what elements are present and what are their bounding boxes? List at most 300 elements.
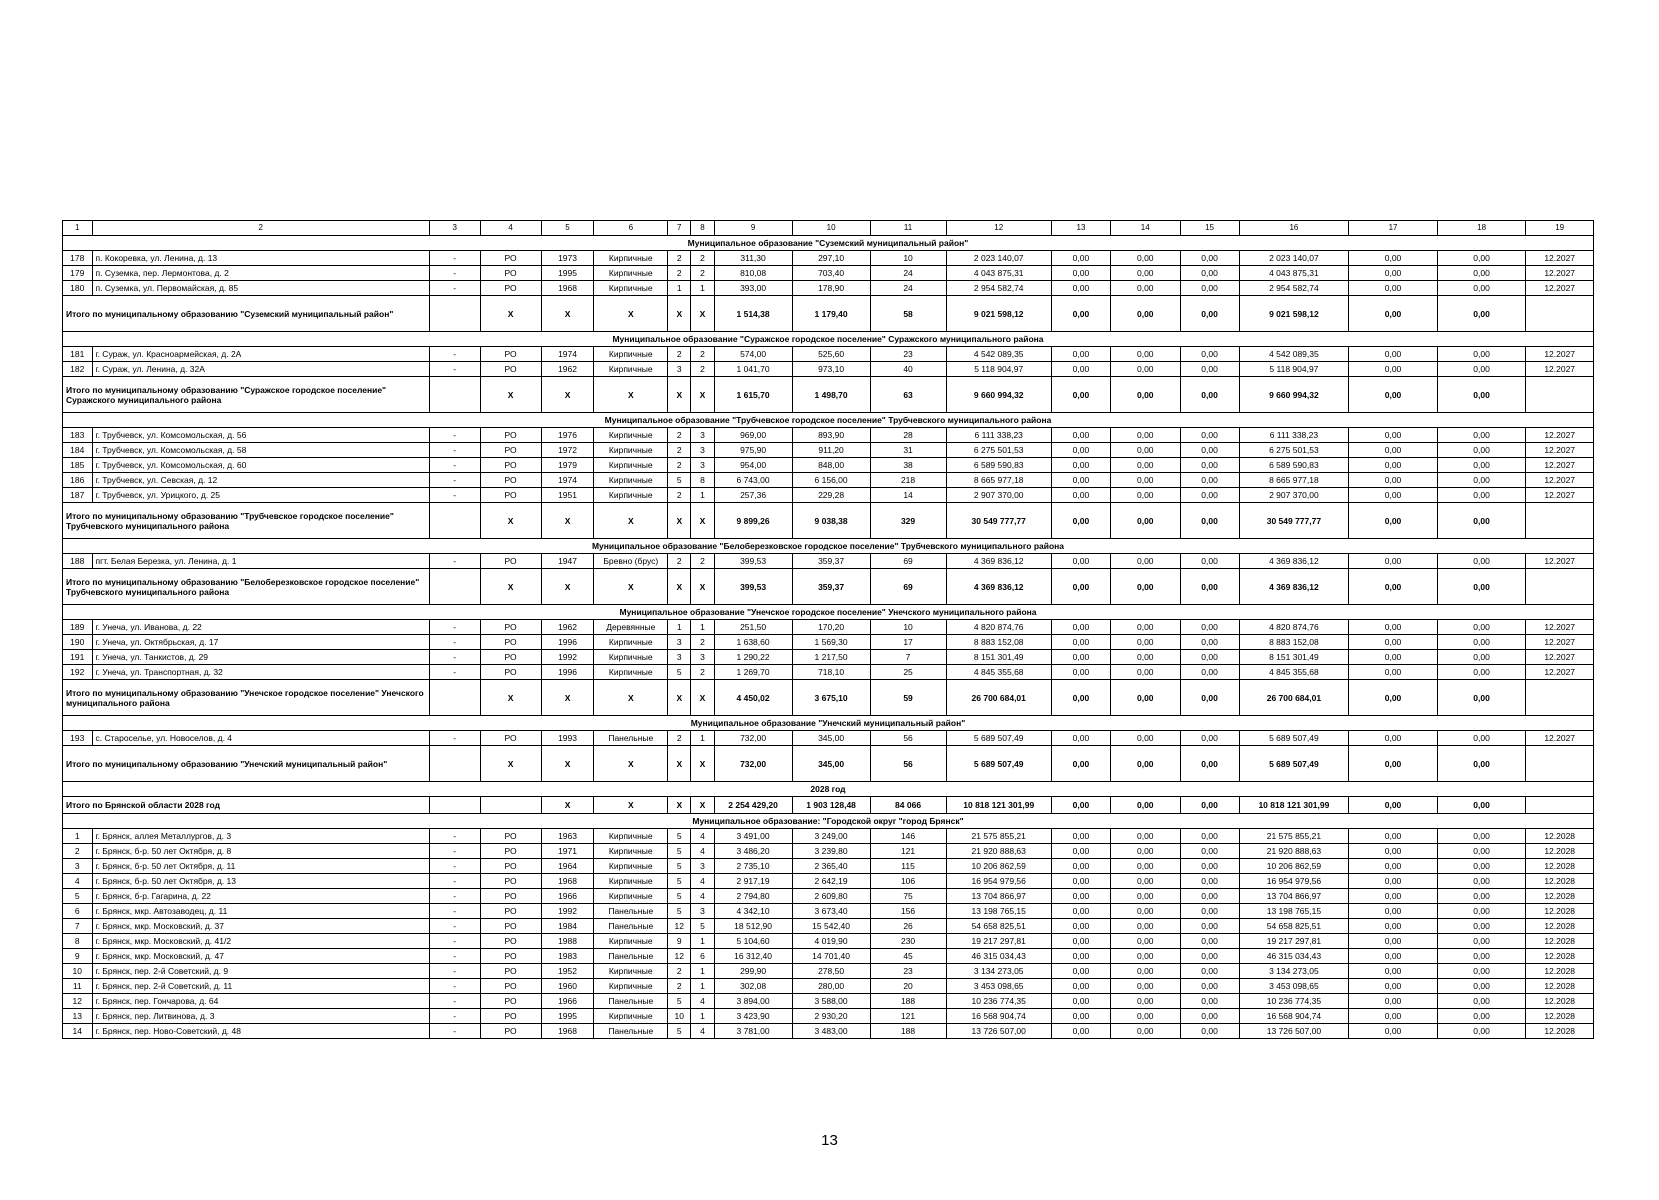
- table-cell: 0,00: [1110, 428, 1180, 443]
- column-number-cell: 10: [792, 221, 870, 236]
- table-cell: 13 726 507,00: [1239, 1024, 1349, 1039]
- table-cell: 4: [691, 829, 714, 844]
- region-total-cell: 2 254 429,20: [714, 797, 792, 814]
- table-cell: 6 589 590,83: [946, 458, 1051, 473]
- table-cell: 5 118 904,97: [946, 362, 1051, 377]
- table-row: [63, 443, 1594, 458]
- municipality-total-cell: X: [541, 569, 594, 605]
- municipality-total-cell: X: [541, 296, 594, 332]
- municipality-total-cell: [1526, 296, 1594, 332]
- address-cell: г. Унеча, ул. Октябрьская, д. 17: [92, 635, 429, 650]
- column-number-cell: 16: [1239, 221, 1349, 236]
- table-cell: Кирпичные: [594, 281, 668, 296]
- table-cell: 0,00: [1437, 347, 1526, 362]
- table-cell: 182: [63, 362, 93, 377]
- table-cell: 0,00: [1437, 650, 1526, 665]
- table-cell: 5: [63, 889, 93, 904]
- table-cell: 0,00: [1437, 919, 1526, 934]
- municipality-total-cell: X: [541, 503, 594, 539]
- table-cell: 69: [870, 554, 946, 569]
- column-number-cell: 3: [429, 221, 480, 236]
- municipality-total-cell: X: [594, 680, 668, 716]
- table-cell: 12.2028: [1526, 874, 1594, 889]
- table-cell: РО: [480, 488, 541, 503]
- table-cell: 251,50: [714, 620, 792, 635]
- table-cell: 0,00: [1349, 554, 1438, 569]
- table-cell: 12.2028: [1526, 904, 1594, 919]
- table-cell: 1: [691, 488, 714, 503]
- municipality-total-cell: X: [594, 746, 668, 782]
- table-cell: 1993: [541, 731, 594, 746]
- table-cell: РО: [480, 1024, 541, 1039]
- table-cell: Кирпичные: [594, 844, 668, 859]
- table-cell: 1: [691, 964, 714, 979]
- table-cell: Кирпичные: [594, 251, 668, 266]
- table-cell: 0,00: [1349, 635, 1438, 650]
- table-cell: 0,00: [1051, 665, 1110, 680]
- table-cell: 0,00: [1051, 443, 1110, 458]
- table-cell: 311,30: [714, 251, 792, 266]
- municipality-total-cell: X: [668, 746, 691, 782]
- table-cell: 1: [691, 731, 714, 746]
- table-cell: 5: [668, 1024, 691, 1039]
- municipality-total-row: [63, 296, 1594, 332]
- table-cell: 1 638,60: [714, 635, 792, 650]
- municipality-total-cell: 0,00: [1051, 377, 1110, 413]
- table-cell: 0,00: [1110, 874, 1180, 889]
- municipality-total-cell: X: [480, 746, 541, 782]
- table-cell: -: [429, 650, 480, 665]
- region-total-cell: 0,00: [1110, 797, 1180, 814]
- table-cell: 0,00: [1349, 994, 1438, 1009]
- table-cell: 19 217 297,81: [1239, 934, 1349, 949]
- column-number-cell: 15: [1180, 221, 1239, 236]
- column-number-cell: 13: [1051, 221, 1110, 236]
- table-cell: 0,00: [1180, 859, 1239, 874]
- municipality-total-cell: X: [541, 377, 594, 413]
- table-cell: 0,00: [1437, 844, 1526, 859]
- municipality-heading-row: [63, 332, 1594, 347]
- table-row: [63, 347, 1594, 362]
- table-cell: 4 845 355,68: [1239, 665, 1349, 680]
- table-cell: 121: [870, 1009, 946, 1024]
- municipality-total-label: Итого по муниципальному образованию "Унечский муниципальный район": [63, 746, 430, 782]
- table-cell: РО: [480, 281, 541, 296]
- table-cell: 12.2027: [1526, 635, 1594, 650]
- table-cell: 1 269,70: [714, 665, 792, 680]
- municipality-total-cell: 0,00: [1110, 569, 1180, 605]
- address-cell: г. Брянск, пер. Ново-Советский, д. 48: [92, 1024, 429, 1039]
- table-cell: Панельные: [594, 919, 668, 934]
- table-cell: 8 883 152,08: [946, 635, 1051, 650]
- table-cell: 2: [668, 347, 691, 362]
- address-cell: г. Брянск, б-р. 50 лет Октября, д. 11: [92, 859, 429, 874]
- table-cell: 0,00: [1180, 665, 1239, 680]
- municipality-total-cell: 1 179,40: [792, 296, 870, 332]
- region-total-cell: 1 903 128,48: [792, 797, 870, 814]
- table-cell: 5: [668, 859, 691, 874]
- table-cell: -: [429, 443, 480, 458]
- table-cell: 5: [668, 874, 691, 889]
- table-cell: Кирпичные: [594, 1009, 668, 1024]
- table-cell: 19 217 297,81: [946, 934, 1051, 949]
- municipality-total-cell: 0,00: [1437, 503, 1526, 539]
- table-cell: 3: [668, 650, 691, 665]
- address-cell: п. Суземка, пер. Лермонтова, д. 2: [92, 266, 429, 281]
- table-cell: 12.2027: [1526, 458, 1594, 473]
- table-cell: 229,28: [792, 488, 870, 503]
- table-cell: 12.2028: [1526, 1009, 1594, 1024]
- table-cell: 4 019,90: [792, 934, 870, 949]
- table-cell: 0,00: [1051, 964, 1110, 979]
- table-cell: 911,20: [792, 443, 870, 458]
- table-cell: 1 041,70: [714, 362, 792, 377]
- table-cell: -: [429, 1009, 480, 1024]
- table-cell: 399,53: [714, 554, 792, 569]
- table-cell: 2 735,10: [714, 859, 792, 874]
- table-cell: 0,00: [1437, 473, 1526, 488]
- table-cell: 12.2028: [1526, 844, 1594, 859]
- table-cell: 1984: [541, 919, 594, 934]
- table-cell: 0,00: [1051, 362, 1110, 377]
- table-cell: 21 920 888,63: [946, 844, 1051, 859]
- municipality-heading: Муниципальное образование "Суземский муниципальный район": [63, 236, 1594, 251]
- table-cell: 187: [63, 488, 93, 503]
- table-cell: 1: [691, 1009, 714, 1024]
- table-cell: 1968: [541, 1024, 594, 1039]
- municipality-total-cell: [1526, 503, 1594, 539]
- municipality-total-cell: 9 660 994,32: [946, 377, 1051, 413]
- table-cell: 1976: [541, 428, 594, 443]
- region-total-row: [63, 797, 1594, 814]
- municipality-total-cell: X: [480, 296, 541, 332]
- table-cell: 257,36: [714, 488, 792, 503]
- table-cell: 0,00: [1110, 964, 1180, 979]
- municipality-heading: Муниципальное образование "Белоберезковское городское поселение" Трубчевского муниципального района: [63, 539, 1594, 554]
- table-cell: 13 198 765,15: [946, 904, 1051, 919]
- table-cell: 7: [870, 650, 946, 665]
- municipality-heading: Муниципальное образование "Суражское городское поселение" Суражского муниципального района: [63, 332, 1594, 347]
- table-cell: 0,00: [1437, 904, 1526, 919]
- table-cell: 2: [668, 731, 691, 746]
- table-cell: -: [429, 635, 480, 650]
- table-cell: 230: [870, 934, 946, 949]
- table-cell: Кирпичные: [594, 428, 668, 443]
- table-cell: РО: [480, 458, 541, 473]
- table-cell: 1968: [541, 281, 594, 296]
- table-cell: 12: [63, 994, 93, 1009]
- table-cell: 4 542 089,35: [1239, 347, 1349, 362]
- municipality-heading-row: [63, 605, 1594, 620]
- municipality-total-cell: 0,00: [1110, 680, 1180, 716]
- municipality-total-cell: X: [691, 503, 714, 539]
- table-cell: 6 156,00: [792, 473, 870, 488]
- page-number: 13: [821, 1132, 838, 1149]
- column-number-cell: 12: [946, 221, 1051, 236]
- municipality-total-cell: 56: [870, 746, 946, 782]
- table-cell: 1988: [541, 934, 594, 949]
- municipality-total-cell: [429, 377, 480, 413]
- table-cell: 0,00: [1110, 443, 1180, 458]
- table-cell: 40: [870, 362, 946, 377]
- table-cell: 0,00: [1349, 934, 1438, 949]
- table-cell: РО: [480, 251, 541, 266]
- table-cell: 10: [63, 964, 93, 979]
- table-cell: 4: [691, 844, 714, 859]
- table-cell: 14 701,40: [792, 949, 870, 964]
- table-cell: 10: [870, 251, 946, 266]
- municipality-total-cell: X: [480, 569, 541, 605]
- table-cell: 3: [668, 362, 691, 377]
- table-cell: 0,00: [1180, 428, 1239, 443]
- table-cell: Кирпичные: [594, 889, 668, 904]
- table-row: [63, 665, 1594, 680]
- table-cell: 0,00: [1349, 829, 1438, 844]
- table-cell: 0,00: [1180, 829, 1239, 844]
- table-cell: 0,00: [1180, 949, 1239, 964]
- table-cell: 1: [63, 829, 93, 844]
- table-cell: 9: [63, 949, 93, 964]
- region-total-cell: [1526, 797, 1594, 814]
- table-cell: 0,00: [1349, 281, 1438, 296]
- table-cell: 0,00: [1180, 458, 1239, 473]
- table-cell: РО: [480, 889, 541, 904]
- table-cell: 8: [63, 934, 93, 949]
- table-row: [63, 889, 1594, 904]
- municipality-total-cell: [429, 503, 480, 539]
- table-cell: 0,00: [1110, 904, 1180, 919]
- table-cell: 0,00: [1437, 488, 1526, 503]
- table-cell: -: [429, 1024, 480, 1039]
- table-cell: 2 917,19: [714, 874, 792, 889]
- table-cell: 6 275 501,53: [946, 443, 1051, 458]
- municipality-total-cell: 345,00: [792, 746, 870, 782]
- region-total-cell: 10 818 121 301,99: [946, 797, 1051, 814]
- column-number-cell: 8: [691, 221, 714, 236]
- table-cell: 0,00: [1051, 488, 1110, 503]
- municipality-total-cell: 0,00: [1437, 296, 1526, 332]
- address-cell: г. Унеча, ул. Транспортная, д. 32: [92, 665, 429, 680]
- table-row: [63, 620, 1594, 635]
- table-cell: -: [429, 859, 480, 874]
- table-cell: 75: [870, 889, 946, 904]
- table-cell: 20: [870, 979, 946, 994]
- municipality-total-cell: 4 450,02: [714, 680, 792, 716]
- table-cell: 12.2028: [1526, 979, 1594, 994]
- column-number-cell: 18: [1437, 221, 1526, 236]
- municipality-heading-row: [63, 413, 1594, 428]
- table-cell: -: [429, 829, 480, 844]
- table-cell: Кирпичные: [594, 266, 668, 281]
- table-cell: 121: [870, 844, 946, 859]
- table-cell: 10: [668, 1009, 691, 1024]
- table-cell: 3: [691, 428, 714, 443]
- table-cell: 2: [63, 844, 93, 859]
- table-cell: 0,00: [1051, 889, 1110, 904]
- table-cell: 4: [691, 994, 714, 1009]
- municipality-total-cell: [1526, 569, 1594, 605]
- table-cell: Панельные: [594, 904, 668, 919]
- table-cell: 280,00: [792, 979, 870, 994]
- table-cell: Бревно (брус): [594, 554, 668, 569]
- municipality-total-cell: 69: [870, 569, 946, 605]
- address-cell: г. Брянск, мкр. Московский, д. 37: [92, 919, 429, 934]
- table-cell: 26: [870, 919, 946, 934]
- table-cell: 6: [691, 949, 714, 964]
- table-cell: -: [429, 458, 480, 473]
- table-cell: 0,00: [1180, 635, 1239, 650]
- table-cell: 2 609,80: [792, 889, 870, 904]
- table-cell: 0,00: [1349, 665, 1438, 680]
- address-cell: г. Брянск, пер. Гончарова, д. 64: [92, 994, 429, 1009]
- table-cell: 2 954 582,74: [946, 281, 1051, 296]
- table-cell: 5: [668, 665, 691, 680]
- table-cell: 0,00: [1180, 251, 1239, 266]
- table-row: [63, 473, 1594, 488]
- municipality-total-cell: 0,00: [1180, 377, 1239, 413]
- table-cell: 21 920 888,63: [1239, 844, 1349, 859]
- table-cell: РО: [480, 844, 541, 859]
- table-cell: РО: [480, 979, 541, 994]
- table-cell: 1974: [541, 347, 594, 362]
- table-cell: 0,00: [1349, 949, 1438, 964]
- table-cell: 3 134 273,05: [1239, 964, 1349, 979]
- municipality-total-cell: 0,00: [1349, 569, 1438, 605]
- table-cell: 2: [668, 554, 691, 569]
- municipality-total-cell: 9 021 598,12: [946, 296, 1051, 332]
- table-cell: 2: [668, 428, 691, 443]
- table-cell: Деревянные: [594, 620, 668, 635]
- table-cell: 3 249,00: [792, 829, 870, 844]
- table-cell: 0,00: [1349, 904, 1438, 919]
- region-total-cell: X: [541, 797, 594, 814]
- table-cell: 3 453 098,65: [946, 979, 1051, 994]
- table-cell: 5: [668, 473, 691, 488]
- table-cell: 0,00: [1180, 347, 1239, 362]
- table-cell: 2 023 140,07: [1239, 251, 1349, 266]
- table-cell: РО: [480, 994, 541, 1009]
- municipality-total-cell: 0,00: [1051, 503, 1110, 539]
- table-cell: 0,00: [1437, 554, 1526, 569]
- municipality-total-cell: X: [668, 296, 691, 332]
- municipality-total-label: Итого по муниципальному образованию "Суражское городское поселение" Суражского муниципального района: [63, 377, 430, 413]
- table-cell: 0,00: [1349, 443, 1438, 458]
- table-cell: 703,40: [792, 266, 870, 281]
- municipality-total-cell: 0,00: [1110, 746, 1180, 782]
- address-cell: с. Староселье, ул. Новоселов, д. 4: [92, 731, 429, 746]
- table-cell: 0,00: [1051, 554, 1110, 569]
- table-cell: 0,00: [1110, 488, 1180, 503]
- table-cell: РО: [480, 347, 541, 362]
- municipality-total-cell: 0,00: [1349, 377, 1438, 413]
- table-cell: -: [429, 362, 480, 377]
- table-cell: 11: [63, 979, 93, 994]
- table-cell: 25: [870, 665, 946, 680]
- municipality-total-cell: 4 369 836,12: [946, 569, 1051, 605]
- table-cell: 2: [668, 488, 691, 503]
- table-cell: 1963: [541, 829, 594, 844]
- table-cell: 2: [691, 251, 714, 266]
- municipality-total-cell: X: [691, 569, 714, 605]
- municipality-total-cell: 4 369 836,12: [1239, 569, 1349, 605]
- municipality-total-cell: 3 675,10: [792, 680, 870, 716]
- municipality-total-label: Итого по муниципальному образованию "Белоберезковское городское поселение" Трубчевского муниципального района: [63, 569, 430, 605]
- table-cell: РО: [480, 443, 541, 458]
- table-cell: 12.2028: [1526, 919, 1594, 934]
- table-cell: 2: [668, 443, 691, 458]
- table-cell: РО: [480, 554, 541, 569]
- table-cell: 525,60: [792, 347, 870, 362]
- municipality-total-cell: X: [691, 680, 714, 716]
- table-cell: 1: [691, 281, 714, 296]
- municipality-total-cell: X: [594, 569, 668, 605]
- municipality-total-cell: 63: [870, 377, 946, 413]
- table-cell: 0,00: [1110, 650, 1180, 665]
- region-total-cell: X: [594, 797, 668, 814]
- municipality-total-label: Итого по муниципальному образованию "Унечское городское поселение" Унечского муниципального района: [63, 680, 430, 716]
- table-cell: 4 542 089,35: [946, 347, 1051, 362]
- municipality-total-label: Итого по муниципальному образованию "Трубчевское городское поселение" Трубчевского муниципального района: [63, 503, 430, 539]
- table-cell: 1962: [541, 620, 594, 635]
- address-cell: г. Брянск, мкр. Московский, д. 41/2: [92, 934, 429, 949]
- table-cell: 6 743,00: [714, 473, 792, 488]
- address-cell: г. Брянск, пер. 2-й Советский, д. 11: [92, 979, 429, 994]
- table-cell: 0,00: [1051, 859, 1110, 874]
- table-cell: 2 954 582,74: [1239, 281, 1349, 296]
- table-cell: 2: [691, 554, 714, 569]
- table-cell: 2 365,40: [792, 859, 870, 874]
- table-cell: 0,00: [1180, 844, 1239, 859]
- table-cell: 14: [870, 488, 946, 503]
- table-cell: 1: [691, 934, 714, 949]
- table-cell: РО: [480, 665, 541, 680]
- table-cell: 5 118 904,97: [1239, 362, 1349, 377]
- table-cell: 190: [63, 635, 93, 650]
- table-cell: 0,00: [1110, 829, 1180, 844]
- table-cell: 12.2027: [1526, 443, 1594, 458]
- year-heading-row: [63, 782, 1594, 797]
- table-cell: 0,00: [1349, 458, 1438, 473]
- municipality-total-row: [63, 377, 1594, 413]
- address-cell: п. Кокоревка, ул. Ленина, д. 13: [92, 251, 429, 266]
- table-cell: 13: [63, 1009, 93, 1024]
- table-cell: 4 820 874,76: [1239, 620, 1349, 635]
- table-cell: 0,00: [1180, 554, 1239, 569]
- municipality-heading: Муниципальное образование: "Городской округ "город Брянск": [63, 814, 1594, 829]
- table-cell: 16 568 904,74: [1239, 1009, 1349, 1024]
- table-cell: 954,00: [714, 458, 792, 473]
- table-row: [63, 650, 1594, 665]
- table-cell: 4: [691, 889, 714, 904]
- table-cell: 0,00: [1349, 347, 1438, 362]
- table-cell: 0,00: [1437, 1024, 1526, 1039]
- table-cell: 0,00: [1051, 1024, 1110, 1039]
- table-cell: 1: [691, 979, 714, 994]
- table-row: [63, 994, 1594, 1009]
- table-cell: 16 954 979,56: [1239, 874, 1349, 889]
- table-cell: 170,20: [792, 620, 870, 635]
- table-cell: 24: [870, 266, 946, 281]
- column-number-cell: 4: [480, 221, 541, 236]
- table-cell: 13 704 866,97: [1239, 889, 1349, 904]
- table-cell: 0,00: [1349, 1024, 1438, 1039]
- table-cell: РО: [480, 620, 541, 635]
- housing-repair-table: [62, 220, 1594, 1039]
- table-cell: 345,00: [792, 731, 870, 746]
- table-cell: 54 658 825,51: [946, 919, 1051, 934]
- municipality-total-row: [63, 503, 1594, 539]
- address-cell: г. Брянск, б-р. 50 лет Октября, д. 8: [92, 844, 429, 859]
